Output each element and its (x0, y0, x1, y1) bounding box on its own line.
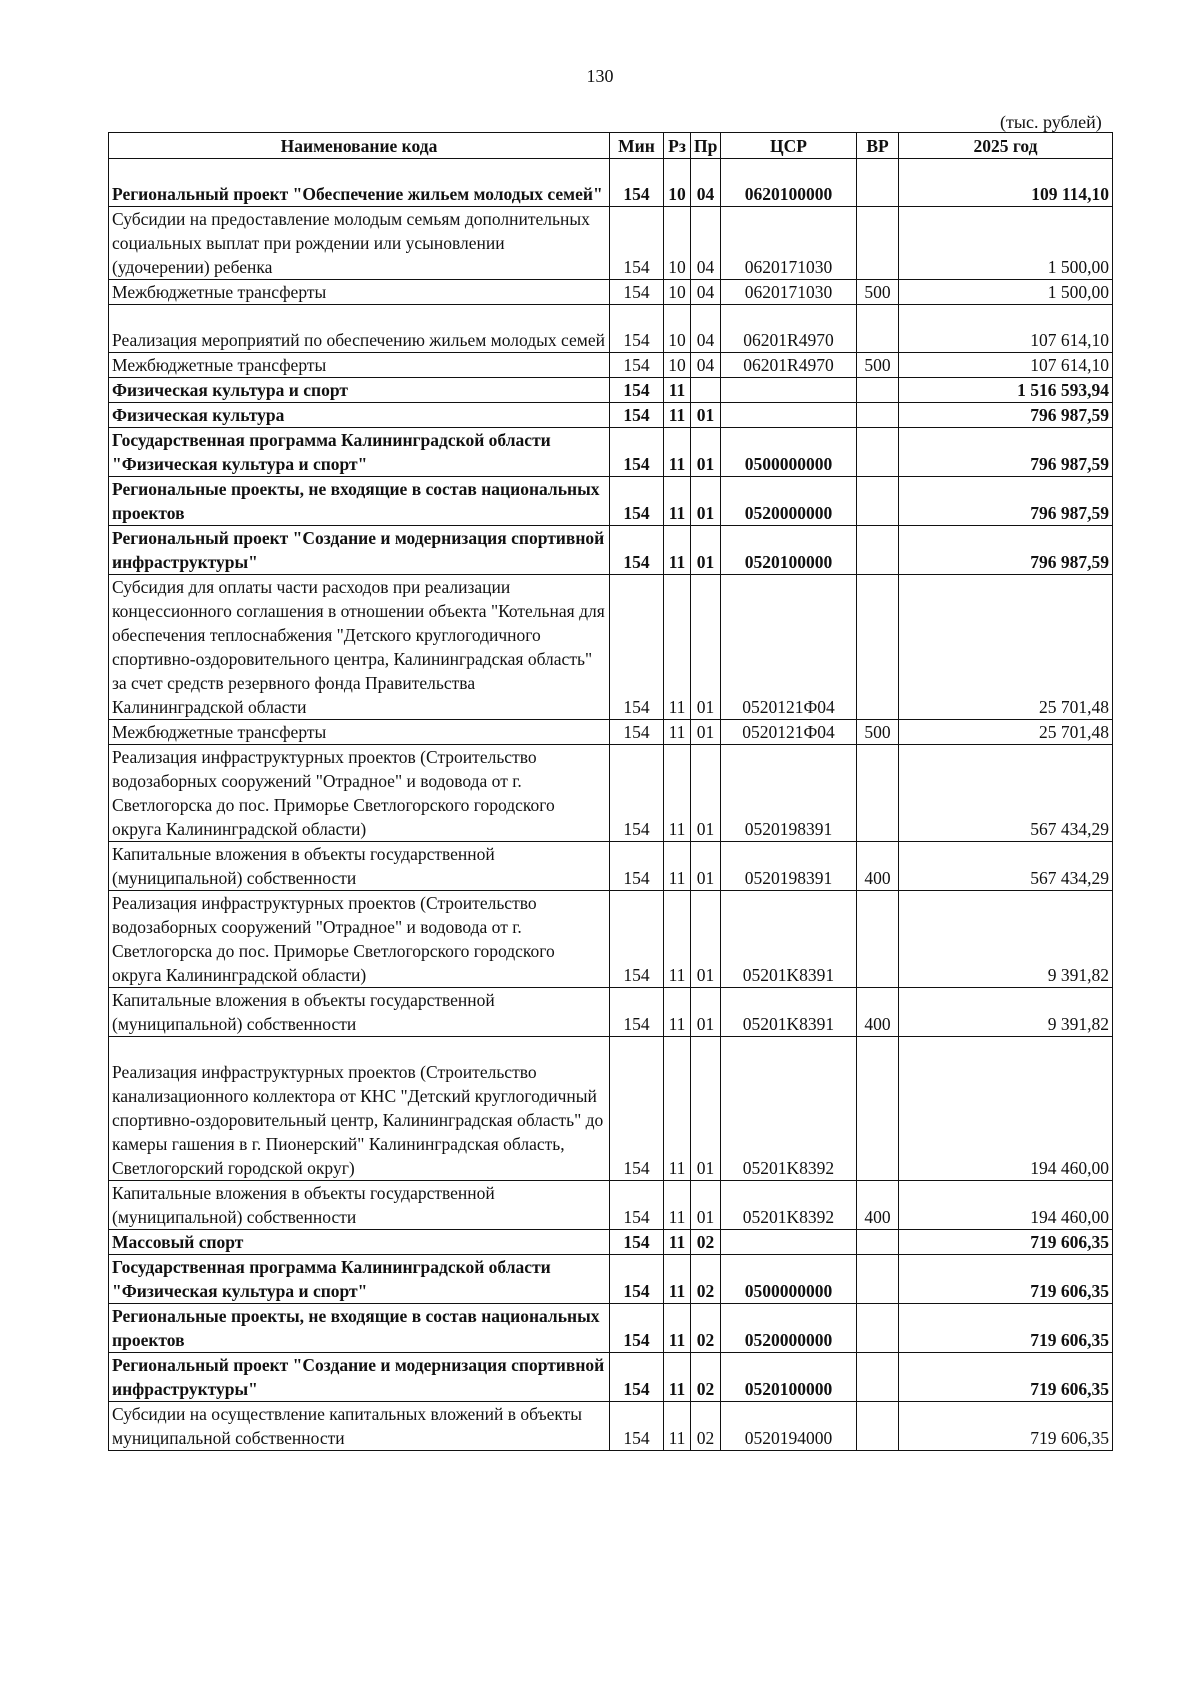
cell-vr (857, 378, 899, 403)
cell-amount: 567 434,29 (899, 745, 1113, 842)
cell-pr: 02 (691, 1353, 721, 1402)
table-row (109, 353, 1113, 378)
cell-min: 154 (610, 403, 664, 428)
cell-pr: 02 (691, 1230, 721, 1255)
table-row (109, 477, 1113, 526)
cell-vr (857, 1353, 899, 1402)
cell-amount: 109 114,10 (899, 159, 1113, 207)
cell-name: Физическая культура и спорт (109, 378, 610, 403)
cell-pr: 02 (691, 1304, 721, 1353)
cell-amount: 1 500,00 (899, 280, 1113, 305)
cell-csr: 0620100000 (721, 159, 857, 207)
cell-name: Реализация инфраструктурных проектов (Строительство канализационного коллектора от КНС "Детский круглогодичный спортивно-оздоровительный центр, Калининградская область" до камеры гашения в г. Пионерский" Калининградская область, Светлогорский городской округ) (109, 1037, 610, 1181)
table-row (109, 1304, 1113, 1353)
cell-min: 154 (610, 891, 664, 988)
cell-min: 154 (610, 575, 664, 720)
cell-csr: 0520121Ф04 (721, 575, 857, 720)
cell-name: Капитальные вложения в объекты государственной (муниципальной) собственности (109, 842, 610, 891)
cell-vr: 500 (857, 353, 899, 378)
cell-amount: 719 606,35 (899, 1230, 1113, 1255)
table-row (109, 428, 1113, 477)
cell-rz: 11 (664, 1181, 691, 1230)
cell-rz: 10 (664, 159, 691, 207)
cell-name: Капитальные вложения в объекты государственной (муниципальной) собственности (109, 1181, 610, 1230)
cell-name: Реализация инфраструктурных проектов (Строительство водозаборных сооружений "Отрадное" и водовода от г. Светлогорска до пос. Приморье Светлогорского городского округа Калининградской области) (109, 745, 610, 842)
cell-name: Региональные проекты, не входящие в состав национальных проектов (109, 1304, 610, 1353)
cell-pr: 01 (691, 526, 721, 575)
cell-rz: 11 (664, 477, 691, 526)
cell-rz: 11 (664, 891, 691, 988)
table-row (109, 403, 1113, 428)
cell-rz: 11 (664, 1353, 691, 1402)
cell-min: 154 (610, 745, 664, 842)
cell-amount: 107 614,10 (899, 305, 1113, 353)
table-row (109, 1255, 1113, 1304)
cell-name: Региональные проекты, не входящие в состав национальных проектов (109, 477, 610, 526)
cell-vr (857, 1402, 899, 1451)
table-row (109, 1402, 1113, 1451)
cell-vr (857, 1037, 899, 1181)
cell-pr: 04 (691, 280, 721, 305)
cell-min: 154 (610, 1255, 664, 1304)
cell-amount: 796 987,59 (899, 526, 1113, 575)
table-row (109, 891, 1113, 988)
cell-min: 154 (610, 353, 664, 378)
table-row (109, 280, 1113, 305)
cell-vr (857, 305, 899, 353)
cell-csr: 0520100000 (721, 526, 857, 575)
table-body (109, 159, 1113, 1451)
cell-amount: 719 606,35 (899, 1402, 1113, 1451)
cell-name: Государственная программа Калининградской области "Физическая культура и спорт" (109, 428, 610, 477)
cell-min: 154 (610, 1037, 664, 1181)
cell-vr (857, 1304, 899, 1353)
cell-name: Межбюджетные трансферты (109, 280, 610, 305)
table-row (109, 988, 1113, 1037)
header-pr: Пр (691, 133, 721, 159)
cell-amount: 567 434,29 (899, 842, 1113, 891)
cell-csr: 05201K8391 (721, 891, 857, 988)
header-min: Мин (610, 133, 664, 159)
table-row (109, 745, 1113, 842)
cell-vr: 500 (857, 720, 899, 745)
cell-name: Физическая культура (109, 403, 610, 428)
cell-rz: 11 (664, 1255, 691, 1304)
cell-min: 154 (610, 1353, 664, 1402)
cell-csr: 0520000000 (721, 1304, 857, 1353)
cell-vr (857, 745, 899, 842)
cell-rz: 11 (664, 526, 691, 575)
cell-pr: 02 (691, 1402, 721, 1451)
cell-min: 154 (610, 720, 664, 745)
cell-csr: 05201K8391 (721, 988, 857, 1037)
cell-name: Региональный проект "Создание и модернизация спортивной инфраструктуры" (109, 1353, 610, 1402)
cell-name: Субсидии на предоставление молодым семьям дополнительных социальных выплат при рождении или усыновлении (удочерении) ребенка (109, 207, 610, 280)
cell-rz: 11 (664, 403, 691, 428)
cell-pr: 04 (691, 159, 721, 207)
cell-vr (857, 477, 899, 526)
header-amount: 2025 год (899, 133, 1113, 159)
cell-csr: 06201R4970 (721, 305, 857, 353)
cell-min: 154 (610, 305, 664, 353)
cell-name: Реализация мероприятий по обеспечению жильем молодых семей (109, 305, 610, 353)
cell-csr: 0520198391 (721, 842, 857, 891)
cell-csr (721, 378, 857, 403)
cell-amount: 194 460,00 (899, 1037, 1113, 1181)
cell-pr: 01 (691, 988, 721, 1037)
cell-pr: 01 (691, 1037, 721, 1181)
cell-pr: 01 (691, 745, 721, 842)
cell-vr (857, 403, 899, 428)
cell-pr: 01 (691, 428, 721, 477)
cell-min: 154 (610, 280, 664, 305)
cell-csr: 0620171030 (721, 280, 857, 305)
cell-pr: 01 (691, 575, 721, 720)
cell-min: 154 (610, 526, 664, 575)
cell-csr: 0500000000 (721, 428, 857, 477)
cell-min: 154 (610, 207, 664, 280)
cell-rz: 10 (664, 305, 691, 353)
cell-pr: 01 (691, 403, 721, 428)
cell-rz: 11 (664, 720, 691, 745)
header-rz: Рз (664, 133, 691, 159)
table-row (109, 207, 1113, 280)
table-row (109, 159, 1113, 207)
cell-name: Государственная программа Калининградской области "Физическая культура и спорт" (109, 1255, 610, 1304)
cell-name: Реализация инфраструктурных проектов (Строительство водозаборных сооружений "Отрадное" и водовода от г. Светлогорска до пос. Приморье Светлогорского городского округа Калининградской области) (109, 891, 610, 988)
cell-csr: 06201R4970 (721, 353, 857, 378)
cell-min: 154 (610, 842, 664, 891)
cell-csr: 0500000000 (721, 1255, 857, 1304)
cell-vr (857, 526, 899, 575)
cell-name: Межбюджетные трансферты (109, 720, 610, 745)
table-row (109, 1230, 1113, 1255)
cell-min: 154 (610, 1304, 664, 1353)
cell-csr: 05201K8392 (721, 1037, 857, 1181)
cell-pr: 01 (691, 842, 721, 891)
cell-amount: 719 606,35 (899, 1255, 1113, 1304)
cell-pr: 01 (691, 720, 721, 745)
cell-vr (857, 159, 899, 207)
header-vr: ВР (857, 133, 899, 159)
page-number: 130 (586, 66, 614, 86)
cell-pr: 01 (691, 1181, 721, 1230)
cell-pr: 01 (691, 477, 721, 526)
cell-pr: 04 (691, 353, 721, 378)
cell-rz: 11 (664, 575, 691, 720)
cell-vr (857, 891, 899, 988)
cell-min: 154 (610, 1181, 664, 1230)
cell-name: Субсидии на осуществление капитальных вложений в объекты муниципальной собственности (109, 1402, 610, 1451)
cell-rz: 10 (664, 353, 691, 378)
table-row (109, 1353, 1113, 1402)
cell-vr (857, 207, 899, 280)
cell-rz: 11 (664, 1304, 691, 1353)
cell-amount: 1 500,00 (899, 207, 1113, 280)
cell-amount: 719 606,35 (899, 1353, 1113, 1402)
cell-amount: 719 606,35 (899, 1304, 1113, 1353)
cell-vr (857, 1255, 899, 1304)
table-row (109, 842, 1113, 891)
cell-rz: 11 (664, 842, 691, 891)
cell-vr: 500 (857, 280, 899, 305)
header-csr: ЦСР (721, 133, 857, 159)
units-label: (тыс. рублей) (1000, 112, 1102, 132)
cell-rz: 11 (664, 428, 691, 477)
cell-amount: 796 987,59 (899, 403, 1113, 428)
cell-csr (721, 403, 857, 428)
cell-min: 154 (610, 1402, 664, 1451)
table-row (109, 575, 1113, 720)
cell-rz: 11 (664, 988, 691, 1037)
cell-min: 154 (610, 428, 664, 477)
cell-amount: 107 614,10 (899, 353, 1113, 378)
cell-vr: 400 (857, 1181, 899, 1230)
cell-rz: 11 (664, 1402, 691, 1451)
cell-name: Региональный проект "Обеспечение жильем молодых семей" (109, 159, 610, 207)
cell-name: Региональный проект "Создание и модернизация спортивной инфраструктуры" (109, 526, 610, 575)
cell-rz: 11 (664, 745, 691, 842)
cell-amount: 194 460,00 (899, 1181, 1113, 1230)
cell-vr (857, 575, 899, 720)
cell-csr (721, 1230, 857, 1255)
cell-amount: 25 701,48 (899, 720, 1113, 745)
table-row (109, 1181, 1113, 1230)
cell-pr: 04 (691, 305, 721, 353)
cell-rz: 10 (664, 280, 691, 305)
table-row (109, 305, 1113, 353)
table-row (109, 720, 1113, 745)
cell-vr: 400 (857, 842, 899, 891)
cell-pr: 04 (691, 207, 721, 280)
cell-rz: 11 (664, 378, 691, 403)
table-row (109, 378, 1113, 403)
cell-min: 154 (610, 477, 664, 526)
cell-amount: 9 391,82 (899, 988, 1113, 1037)
cell-min: 154 (610, 1230, 664, 1255)
cell-pr: 02 (691, 1255, 721, 1304)
header-name: Наименование кода (109, 133, 610, 159)
cell-amount: 796 987,59 (899, 477, 1113, 526)
cell-amount: 1 516 593,94 (899, 378, 1113, 403)
cell-rz: 11 (664, 1230, 691, 1255)
cell-vr (857, 428, 899, 477)
cell-rz: 10 (664, 207, 691, 280)
cell-min: 154 (610, 988, 664, 1037)
cell-pr (691, 378, 721, 403)
cell-pr: 01 (691, 891, 721, 988)
cell-csr: 0620171030 (721, 207, 857, 280)
cell-rz: 11 (664, 1037, 691, 1181)
cell-name: Субсидия для оплаты части расходов при реализации концессионного соглашения в отношении объекта "Котельная для обеспечения теплоснабжения "Детского круглогодичного спортивно-оздоровительного центра, Калининградская область" за счет средств резервного фонда Правительства Калининградской области (109, 575, 610, 720)
cell-min: 154 (610, 378, 664, 403)
cell-vr (857, 1230, 899, 1255)
budget-table (108, 132, 1113, 1451)
cell-name: Межбюджетные трансферты (109, 353, 610, 378)
cell-name: Капитальные вложения в объекты государственной (муниципальной) собственности (109, 988, 610, 1037)
cell-amount: 796 987,59 (899, 428, 1113, 477)
table-row (109, 1037, 1113, 1181)
cell-vr: 400 (857, 988, 899, 1037)
cell-csr: 0520000000 (721, 477, 857, 526)
cell-min: 154 (610, 159, 664, 207)
cell-csr: 0520194000 (721, 1402, 857, 1451)
cell-csr: 0520100000 (721, 1353, 857, 1402)
table-row (109, 526, 1113, 575)
table-header-row (109, 133, 1113, 159)
cell-csr: 0520121Ф04 (721, 720, 857, 745)
cell-amount: 25 701,48 (899, 575, 1113, 720)
cell-amount: 9 391,82 (899, 891, 1113, 988)
cell-csr: 05201K8392 (721, 1181, 857, 1230)
cell-csr: 0520198391 (721, 745, 857, 842)
cell-name: Массовый спорт (109, 1230, 610, 1255)
